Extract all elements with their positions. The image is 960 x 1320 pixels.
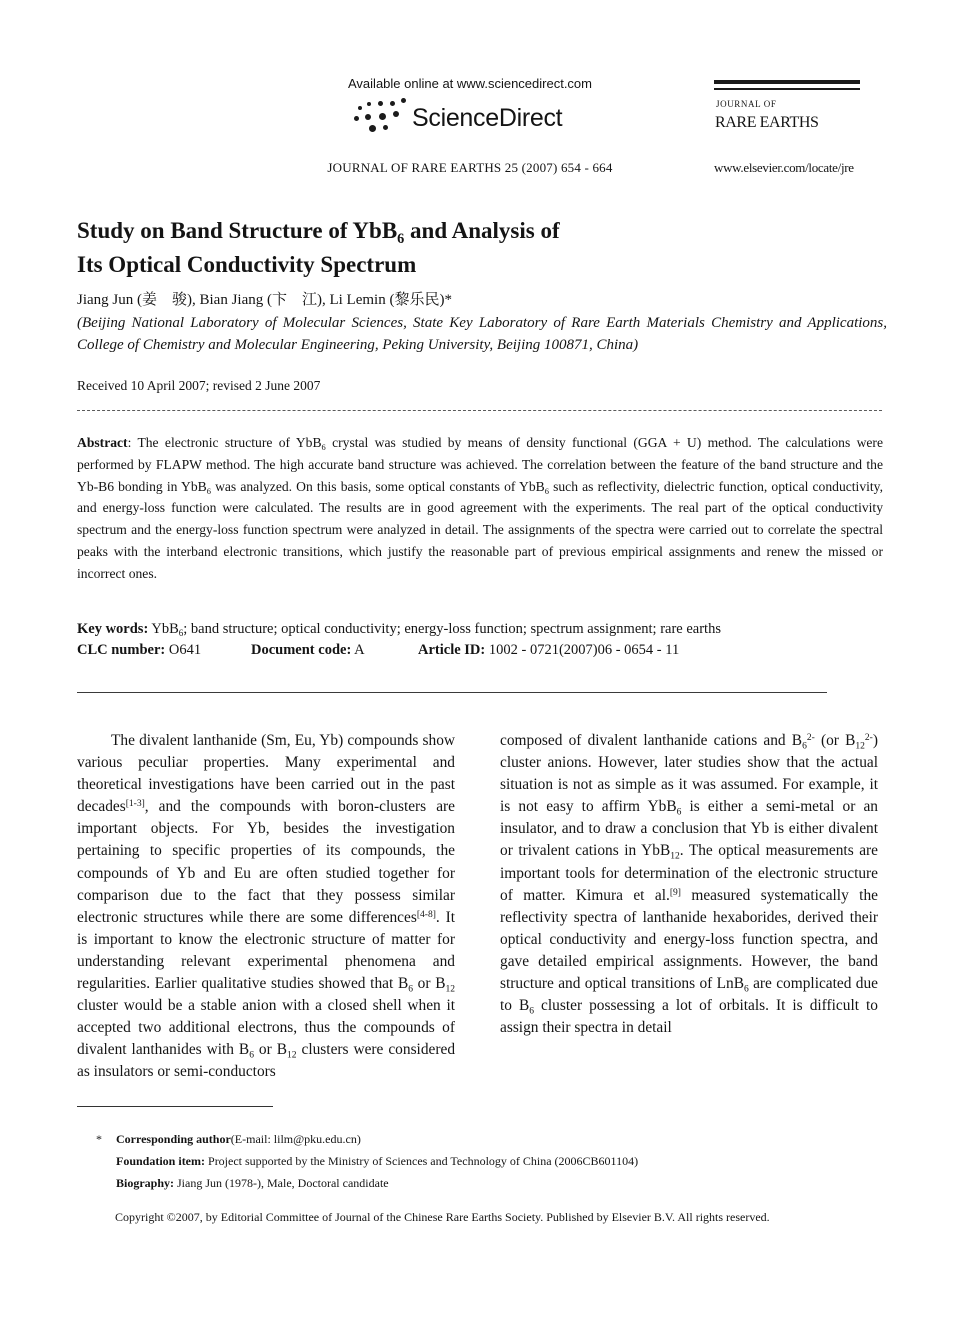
body-column-left xyxy=(77,730,455,1084)
journal-logo-of: JOURNAL OF xyxy=(716,99,777,109)
citation-ref[interactable]: [9] xyxy=(669,886,681,898)
sciencedirect-wordmark: ScienceDirect xyxy=(412,104,563,132)
journal-logo-bar xyxy=(714,80,860,84)
footnotes xyxy=(96,1128,876,1194)
author-affiliation: (Beijing National Laboratory of Molecular Sciences, State Key Laboratory of Rare Earth Materials Chemistry and Applications, College of Chemistry and Molecular Engineering, Peking University, Beijing 100871, China) xyxy=(77,315,887,353)
footnote-foundation: Foundation item: Project supported by the Ministry of Sciences and Technology of China (2006CB601104) xyxy=(116,1154,639,1168)
copyright-notice: Copyright ©2007, by Editorial Committee of Journal of the Chinese Rare Earths Society. Published by Elsevier B.V. All rights reserved. xyxy=(115,1210,770,1224)
title-line1: Study on Band Structure of YbB$_6$ and Analysis of xyxy=(77,218,560,247)
journal-url[interactable]: www.elsevier.com/locate/jre xyxy=(714,160,854,175)
citation-ref[interactable]: [4-8] xyxy=(416,908,436,920)
abstract-divider xyxy=(77,692,827,693)
abstract-label: Abstract xyxy=(77,435,128,450)
body-column-right xyxy=(500,730,878,1039)
keywords-label: Key words: xyxy=(77,621,149,637)
footnote-biography: Biography: Jiang Jun (1978-), Male, Doctoral candidate xyxy=(116,1176,389,1190)
footnote-divider xyxy=(77,1106,273,1107)
journal-citation: JOURNAL OF RARE EARTHS 25 (2007) 654 - 664 xyxy=(327,160,613,175)
article-title xyxy=(77,214,777,282)
available-online-text: Available online at www.sciencedirect.com xyxy=(348,76,592,91)
intro-paragraph-left: The divalent lanthanide (Sm, Eu, Yb) compounds show various peculiar properties. Many experimental and theoretical investigations have been carried out in the past decades[1-3], and the compounds with boron-clusters are important objects. For Yb, besides the investigation pertaining to specific properties of its compounds, the compounds of Yb and Eu are often studied together for comparison due to the fact that they possess similar electronic structures while there are some differences[4-8]. It is important to know the electronic structure of matter for understanding relevant experimental phenomena and regularities. Earlier qualitative studies showed that $B_6$ or $B_{12}$ cluster would be a stable anion with a closed shell when it accepted two additional electrons, thus the compounds of divalent lanthanides with $B_6$ or $B_{12}$ clusters were considered as insulators or semi-conductors xyxy=(77,732,456,1081)
footnote-corresponding-author: * Corresponding author(E-mail: lilm@pku.edu.cn) xyxy=(96,1128,876,1150)
keywords: Key words: YbB$_6$; band structure; optical conductivity; energy-loss function; spectrum assignment; rare earths xyxy=(77,621,721,639)
sciencedirect-logo xyxy=(352,96,592,140)
clc-number: CLC number: O641 xyxy=(77,642,202,658)
abstract: Abstract: The electronic structure of YbB$_6$ crystal was studied by means of density functional (GGA + U) method. The calculations were performed by FLAPW method. The high accurate band structure was achieved. The correlation between the feature of the band structure and the Yb-B6 bonding in YbB$_6$ was analyzed. On this basis, some optical constants of YbB$_6$ such as reflectivity, dielectric function, optical conductivity, and energy-loss function were calculated. The results are in good agreement with the experiments. The real part of the optical conductivity spectrum and the energy-loss function spectrum were analyzed in detail. The assignments of the spectra were carried out to correlate the spectral peaks with the interband electronic transitions, which justify the reasonable part of previous empirical assignments and renew the missed or incorrect ones. xyxy=(77,435,883,581)
sciencedirect-dots-icon xyxy=(352,98,406,136)
author-list: Jiang Jun (姜 骏), Bian Jiang (卞 江), Li Lemin (黎乐民)* xyxy=(77,292,452,308)
title-line2: Its Optical Conductivity Spectrum xyxy=(77,252,417,277)
footnote-marker: * xyxy=(96,1132,102,1146)
intro-paragraph-right: composed of divalent lanthanide cations and $B_6^{2-}$ (or $B_{12}^{2-}$) cluster anions. However, later studies show that the actual situation is not as simple as it was assumed. For example, it is not easy to affirm YbB$_6$ is either a semi-metal or an insulator, and to draw a conclusion that Yb is either divalent or trivalent cations in YbB$_{12}$. The optical measurements are important tools for determination of the electronic structure of matter. Kimura et al.[9] measured systematically the reflectivity spectra of lanthanide hexaborides, derived their optical conductivity and energy-loss function spectra, and gave detailed empirical assignments. However, the band structure and optical transitions of LnB$_6$ are complicated due to $B_6$ cluster possessing a lot of orbitals. It is difficult to assign their spectra in detail xyxy=(500,731,879,1037)
journal-logo-bar-thin xyxy=(714,88,860,90)
document-code: Document code: A xyxy=(251,642,365,658)
received-dates: Received 10 April 2007; revised 2 June 2007 xyxy=(77,378,321,393)
header-divider xyxy=(77,410,882,411)
journal-logo-name: RARE EARTHS xyxy=(715,114,819,131)
article-id: Article ID: 1002 - 0721(2007)06 - 0654 - 11 xyxy=(418,642,680,658)
citation-ref[interactable]: [1-3] xyxy=(125,798,145,810)
